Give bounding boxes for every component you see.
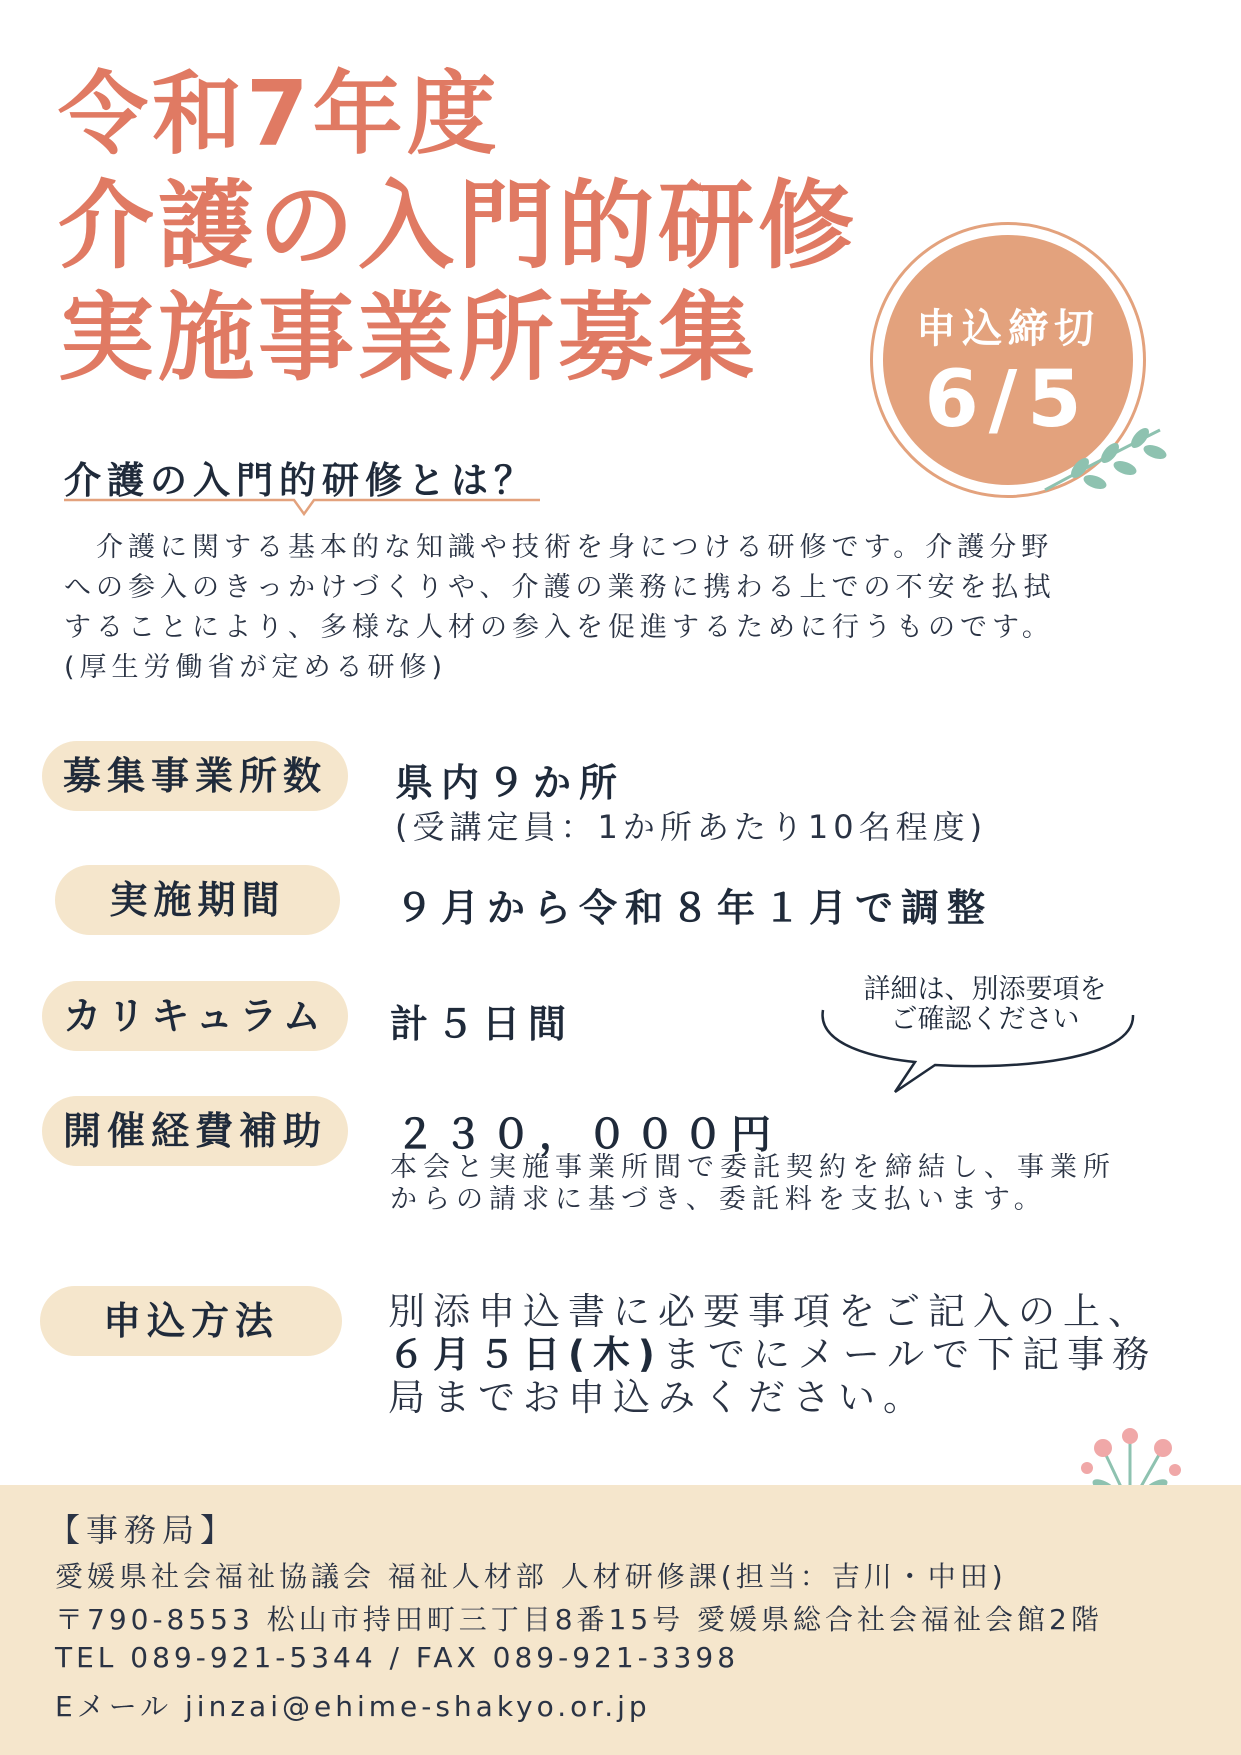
deadline-label: 申込締切 <box>916 306 1100 352</box>
value-period: ９月から令和８年１月で調整 <box>395 886 994 930</box>
title-year: 令和7年度 <box>58 62 501 167</box>
label-subsidy: 開催経費補助 <box>42 1096 348 1166</box>
intro-line: 介護に関する基本的な知識や技術を身につける研修です。介護分野 <box>64 532 1054 563</box>
note-line: からの請求に基づき、委託料を支払います。 <box>390 1184 1047 1215</box>
note-line: 本会と実施事業所間で委託契約を締結し、事業所 <box>390 1152 1116 1183</box>
footer-tel-fax: TEL 089-921-5344 / FAX 089-921-3398 <box>55 1641 740 1674</box>
bubble-text <box>815 975 1155 1035</box>
value-subsidy: ２３０，０００円 <box>395 1112 779 1158</box>
label-count: 募集事業所数 <box>42 741 348 811</box>
title-main: 介護の入門的研修 <box>58 170 858 282</box>
value-count: 県内９か所 <box>395 761 626 805</box>
bubble-line: 詳細は、別添要項を <box>863 974 1107 1005</box>
note-subsidy <box>390 1152 1116 1216</box>
label-curriculum: カリキュラム <box>42 981 348 1051</box>
apply-date: ６月５日(木) <box>388 1333 663 1376</box>
intro-line: (厚生労働省が定める研修) <box>64 652 448 683</box>
intro-line: への参入のきっかけづくりや、介護の業務に携わる上での不安を払拭 <box>64 572 1056 603</box>
apply-line <box>388 1333 1157 1376</box>
intro-text <box>64 528 1154 688</box>
value-apply <box>388 1290 1157 1419</box>
note-count: (受講定員：1か所あたり10名程度) <box>395 808 988 846</box>
apply-line-rest: までにメールで下記事務 <box>662 1333 1158 1376</box>
label-period: 実施期間 <box>55 865 340 935</box>
footer-heading: 【事務局】 <box>48 1511 239 1549</box>
title-sub: 実施事業所募集 <box>58 282 758 394</box>
footer-org: 愛媛県社会福祉協議会 福祉人材部 人材研修課(担当：吉川・中田) <box>55 1560 1007 1593</box>
apply-line: 別添申込書に必要事項をご記入の上、 <box>388 1290 1153 1333</box>
footer-email: Eメール jinzai@ehime-shakyo.or.jp <box>55 1690 651 1723</box>
deadline-date: 6/5 <box>924 355 1092 445</box>
intro-line: することにより、多様な人材の参入を促進するために行うものです。 <box>64 612 1054 643</box>
apply-line: 局までお申込みください。 <box>388 1376 928 1419</box>
label-apply: 申込方法 <box>40 1286 342 1356</box>
footer <box>0 1485 1241 1755</box>
intro-heading: 介護の入門的研修とは？ <box>64 459 537 502</box>
heading-underline <box>62 494 542 524</box>
bubble-line: ご確認ください <box>890 1004 1080 1035</box>
footer-address: 〒790-8553 松山市持田町三丁目8番15号 愛媛県総合社会福祉会館2階 <box>55 1603 1103 1636</box>
leaf-decoration-icon <box>1040 420 1170 500</box>
value-curriculum: 計５日間 <box>390 1002 575 1046</box>
